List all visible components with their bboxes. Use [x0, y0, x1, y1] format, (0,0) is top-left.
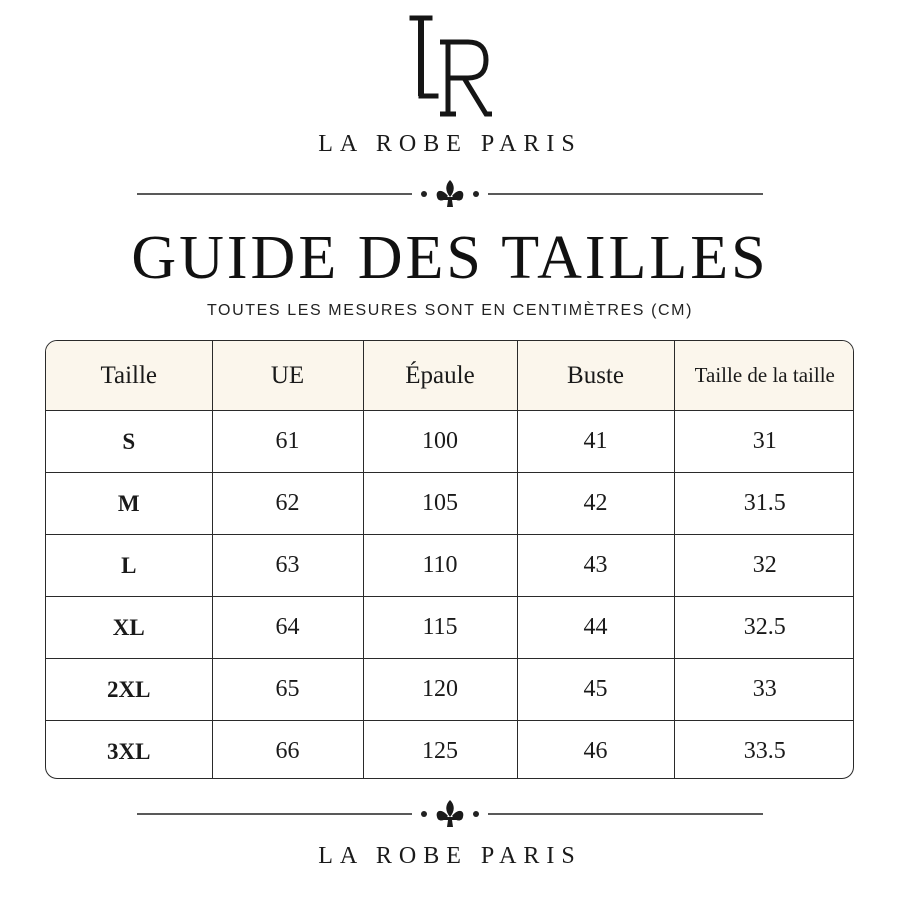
cell-epaule: 105 — [363, 473, 517, 535]
cell-taille: 32.5 — [674, 597, 854, 659]
table-row — [46, 473, 854, 535]
cell-ue: 65 — [212, 659, 363, 721]
cell-taille: 31.5 — [674, 473, 854, 535]
cell-buste: 44 — [517, 597, 674, 659]
cell-ue: 66 — [212, 721, 363, 780]
cell-buste: 43 — [517, 535, 674, 597]
cell-ue: 62 — [212, 473, 363, 535]
lr-monogram-icon — [390, 8, 510, 120]
lr-monogram-logo — [0, 8, 900, 120]
ornamental-divider-top — [137, 179, 763, 209]
cell-buste: 42 — [517, 473, 674, 535]
cell-taille: 32 — [674, 535, 854, 597]
header-buste: Buste — [517, 341, 674, 411]
brand-name-top: LA ROBE PARIS — [318, 131, 582, 157]
fleur-de-lis-icon — [437, 180, 464, 207]
size-chart-table — [45, 340, 854, 779]
header-epaule: Épaule — [363, 341, 517, 411]
table-row — [46, 721, 854, 780]
cell-size: L — [46, 535, 212, 597]
cell-size: 2XL — [46, 659, 212, 721]
ornamental-divider-bottom — [137, 799, 763, 829]
cell-buste: 45 — [517, 659, 674, 721]
table-row — [46, 597, 854, 659]
header-tour-de-taille: Taille de la taille — [674, 341, 854, 411]
cell-buste: 46 — [517, 721, 674, 780]
brand-name-bottom: LA ROBE PARIS — [318, 843, 582, 869]
header-taille: Taille — [46, 341, 212, 411]
cell-taille: 31 — [674, 411, 854, 473]
cell-size: S — [46, 411, 212, 473]
cell-size: 3XL — [46, 721, 212, 780]
cell-taille: 33.5 — [743, 738, 786, 764]
cell-epaule: 120 — [363, 659, 517, 721]
table-row — [46, 411, 854, 473]
cell-size: M — [46, 473, 212, 535]
fleur-de-lis-icon — [437, 800, 464, 827]
table-row — [46, 659, 854, 721]
cell-buste: 41 — [517, 411, 674, 473]
page-subtitle: TOUTES LES MESURES SONT EN CENTIMÈTRES (CM) — [206, 302, 694, 319]
header-ue: UE — [212, 341, 363, 411]
cell-ue: 61 — [212, 411, 363, 473]
cell-epaule: 110 — [363, 535, 517, 597]
cell-epaule: 100 — [363, 411, 517, 473]
cell-ue: 64 — [212, 597, 363, 659]
cell-taille: 33 — [674, 659, 854, 721]
cell-size: XL — [46, 597, 212, 659]
cell-ue: 63 — [212, 535, 363, 597]
table-header-row — [46, 341, 854, 411]
table-row — [46, 535, 854, 597]
page-title: GUIDE DES TAILLES — [131, 224, 769, 292]
cell-epaule: 125 — [363, 721, 517, 780]
cell-epaule: 115 — [363, 597, 517, 659]
